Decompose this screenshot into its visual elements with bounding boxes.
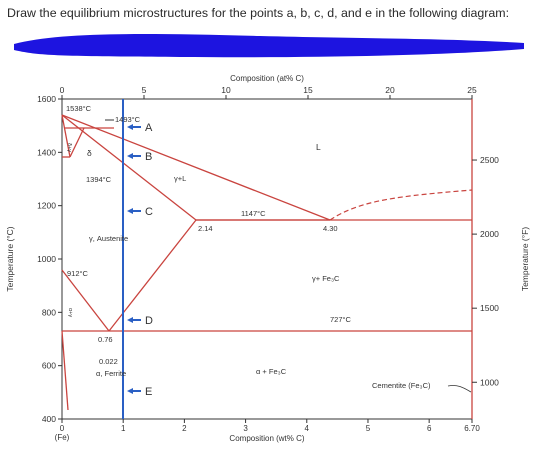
bottom-tick-label: 4 bbox=[304, 424, 310, 433]
right-tick-label: 1000 bbox=[480, 377, 499, 388]
liquidus-to-eutectic bbox=[62, 115, 330, 220]
left-tick-label: 1400 bbox=[37, 147, 56, 158]
region-delta: δ bbox=[87, 148, 92, 158]
graphite-liquidus bbox=[330, 190, 472, 220]
point-arrow bbox=[127, 153, 141, 159]
top-tick-label: 20 bbox=[385, 85, 395, 95]
left-axis-title: Temperature (°C) bbox=[5, 226, 15, 292]
a3-line bbox=[62, 270, 109, 331]
bottom-tick-label: 0 bbox=[59, 424, 65, 433]
left-tick-label: 1600 bbox=[37, 94, 56, 104]
cementite-leader bbox=[448, 385, 471, 392]
region-alpha-fe3c: α + Fe₃C bbox=[256, 367, 287, 376]
left-tick-label: 800 bbox=[41, 307, 56, 318]
bottom-tick-label: 1 bbox=[120, 424, 126, 433]
question-text: Draw the equilibrium microstructures for the points a, b, c, d, and e in the following diagram: bbox=[7, 6, 510, 20]
right-tick-label: 1500 bbox=[480, 303, 499, 314]
temp-label-1147: 1147°C bbox=[241, 209, 266, 218]
point-arrow bbox=[127, 317, 141, 323]
region-liquid: L bbox=[316, 142, 321, 152]
bottom-tick-label: 3 bbox=[243, 424, 248, 433]
top-tick-label: 10 bbox=[221, 85, 231, 95]
left-tick-label: 400 bbox=[41, 414, 56, 424]
region-gamma-fe3c: γ+ Fe₃C bbox=[312, 274, 340, 283]
alpha-solvus bbox=[62, 331, 68, 410]
comp-label-0022: 0.022 bbox=[99, 357, 118, 366]
point-arrow bbox=[127, 208, 141, 214]
right-axis-title: Temperature (°F) bbox=[520, 226, 530, 292]
redaction-scribble bbox=[14, 34, 524, 57]
point-label: C bbox=[145, 206, 153, 218]
point-b bbox=[127, 151, 152, 163]
point-arrow bbox=[127, 388, 141, 394]
region-alpha-ferrite: α, Ferrite bbox=[96, 369, 127, 378]
bottom-tick-label: 2 bbox=[182, 424, 187, 433]
region-austenite: γ, Austenite bbox=[89, 234, 129, 243]
region-cementite: Cementite (Fe₃C) bbox=[372, 381, 431, 390]
bottom-tick-label: 6.70 bbox=[464, 424, 480, 433]
bottom-axis-title: Composition (wt% C) bbox=[229, 434, 305, 443]
bottom-origin-label: (Fe) bbox=[54, 433, 70, 442]
comp-label-430: 4.30 bbox=[323, 224, 338, 233]
point-label: D bbox=[145, 315, 153, 327]
comp-label-214: 2.14 bbox=[198, 224, 213, 233]
top-tick-label: 5 bbox=[141, 85, 147, 95]
point-c bbox=[127, 206, 153, 218]
bottom-tick-label: 5 bbox=[365, 424, 371, 433]
temp-label-912: 912°C bbox=[67, 269, 88, 278]
point-label: B bbox=[145, 151, 153, 163]
point-markers bbox=[127, 122, 153, 398]
left-tick-label: 600 bbox=[41, 360, 56, 371]
left-tick-label: 1000 bbox=[37, 254, 56, 264]
left-tick-label: 1200 bbox=[37, 200, 56, 211]
temp-label-1538: 1538°C bbox=[66, 104, 92, 113]
point-e bbox=[127, 386, 152, 398]
bottom-tick-label: 6 bbox=[426, 424, 432, 433]
right-tick-label: 2000 bbox=[480, 229, 499, 240]
comp-label-076: 0.76 bbox=[98, 335, 113, 344]
region-delta-gamma: δ+γ bbox=[66, 143, 72, 153]
top-tick-label: 0 bbox=[59, 85, 65, 95]
temp-label-1493: 1493°C bbox=[115, 115, 141, 124]
right-tick-label: 2500 bbox=[480, 155, 499, 166]
point-label: E bbox=[145, 386, 153, 398]
point-d bbox=[127, 315, 153, 327]
region-alpha-gamma: α+γ bbox=[67, 308, 73, 318]
point-label: A bbox=[145, 122, 153, 134]
temp-label-727: 727°C bbox=[330, 315, 351, 324]
temp-label-1394: 1394°C bbox=[86, 175, 112, 184]
top-tick-label: 25 bbox=[467, 85, 477, 95]
top-tick-label: 15 bbox=[303, 85, 313, 95]
point-arrow bbox=[127, 124, 141, 130]
region-gamma-liquid: γ+L bbox=[174, 174, 187, 183]
top-axis-title: Composition (at% C) bbox=[230, 74, 304, 83]
